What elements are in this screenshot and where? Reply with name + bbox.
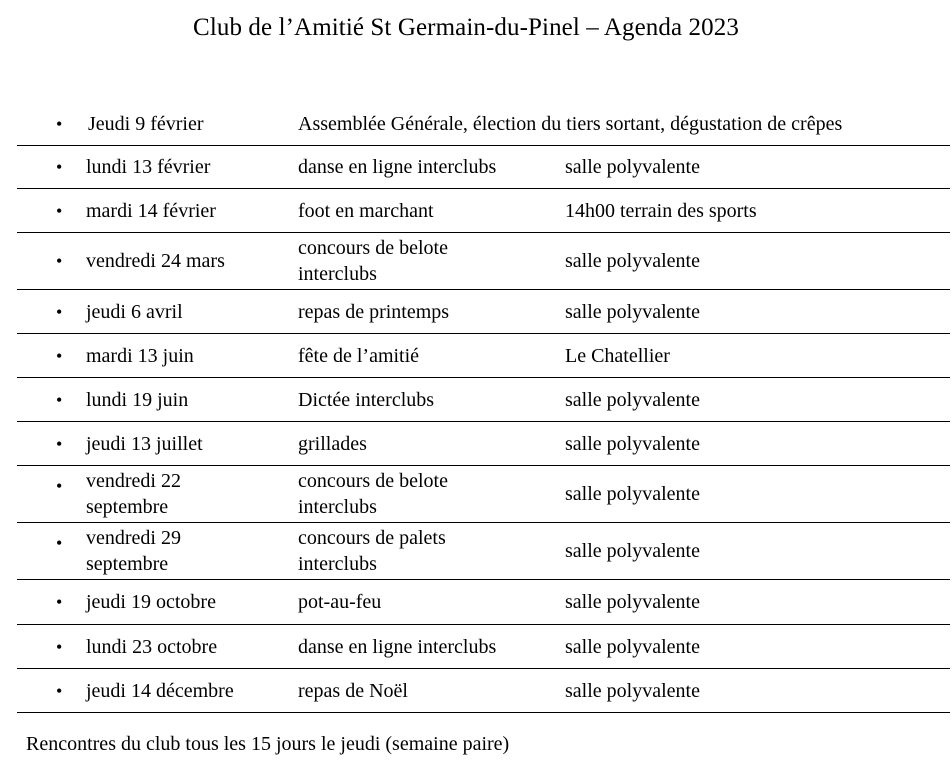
table-row [17,233,950,290]
event-description: danse en ligne interclubs [298,156,497,178]
table-row [17,422,950,466]
event-date: lundi 19 juin [86,388,189,411]
event-description: Dictée interclubs [298,388,435,411]
event-location: salle polyvalente [565,250,700,272]
event-date: mardi 13 juin [86,344,194,367]
event-location: salle polyvalente [565,156,700,178]
footer-note: Rencontres du club tous les 15 jours le jeudi (semaine paire) [26,733,510,755]
table-row [17,625,950,669]
bullet: • [56,114,63,134]
event-date: jeudi 19 octobre [86,591,216,613]
table-row [17,669,950,713]
table-row [17,378,950,422]
bullet: • [56,200,63,221]
table-row [17,580,950,625]
bullet: • [56,251,63,271]
table-row [17,189,950,233]
event-date: jeudi 13 juillet [86,432,203,455]
bullet: • [56,533,63,553]
event-description: foot en marchant [298,199,434,222]
table-row [17,334,950,378]
event-date: jeudi 14 décembre [86,679,234,702]
event-date: mardi 14 février [86,199,216,222]
bullet: • [56,476,63,496]
event-date: lundi 23 octobre [86,635,218,658]
event-location: salle polyvalente [565,679,700,702]
event-date: jeudi 6 avril [86,300,183,323]
table-row [17,466,950,523]
event-location: salle polyvalente [565,591,700,613]
event-date: vendredi 24 mars [86,250,225,272]
event-date: Jeudi 9 février [88,113,204,135]
event-location: salle polyvalente [565,432,700,455]
event-date: vendredi 22 septembre [86,470,181,518]
bullet: • [56,389,63,410]
event-description: concours de palets interclubs [298,527,446,575]
bullet: • [56,592,63,612]
bullet: • [56,345,63,366]
agenda-table [17,103,950,713]
bullet: • [56,636,63,657]
table-row [17,290,950,334]
event-description: Assemblée Générale, élection du tiers sortant, dégustation de crêpes [298,113,843,135]
bullet: • [56,301,63,322]
page-title: Club de l’Amitié St Germain-du-Pinel – Agenda 2023 [193,14,739,41]
event-location: salle polyvalente [565,388,700,411]
event-description: concours de belote interclubs [298,470,448,518]
event-location: salle polyvalente [565,300,700,323]
bullet: • [56,433,63,454]
table-row [17,523,950,580]
event-description: repas de Noël [298,679,408,702]
event-location: 14h00 terrain des sports [565,199,757,222]
event-description: fête de l’amitié [298,344,420,367]
event-description: pot-au-feu [298,591,382,613]
event-description: danse en ligne interclubs [298,635,497,658]
event-location: Le Chatellier [565,344,670,367]
event-description: grillades [298,432,367,455]
table-row [17,146,950,189]
bullet: • [56,680,63,701]
bullet: • [56,157,63,177]
event-location: salle polyvalente [565,635,700,658]
event-location: salle polyvalente [565,540,700,562]
event-date: vendredi 29 septembre [86,527,181,575]
event-description: repas de printemps [298,300,450,323]
event-location: salle polyvalente [565,483,700,505]
table-row [17,103,950,146]
event-description: concours de belote interclubs [298,237,448,285]
event-date: lundi 13 février [86,156,211,178]
